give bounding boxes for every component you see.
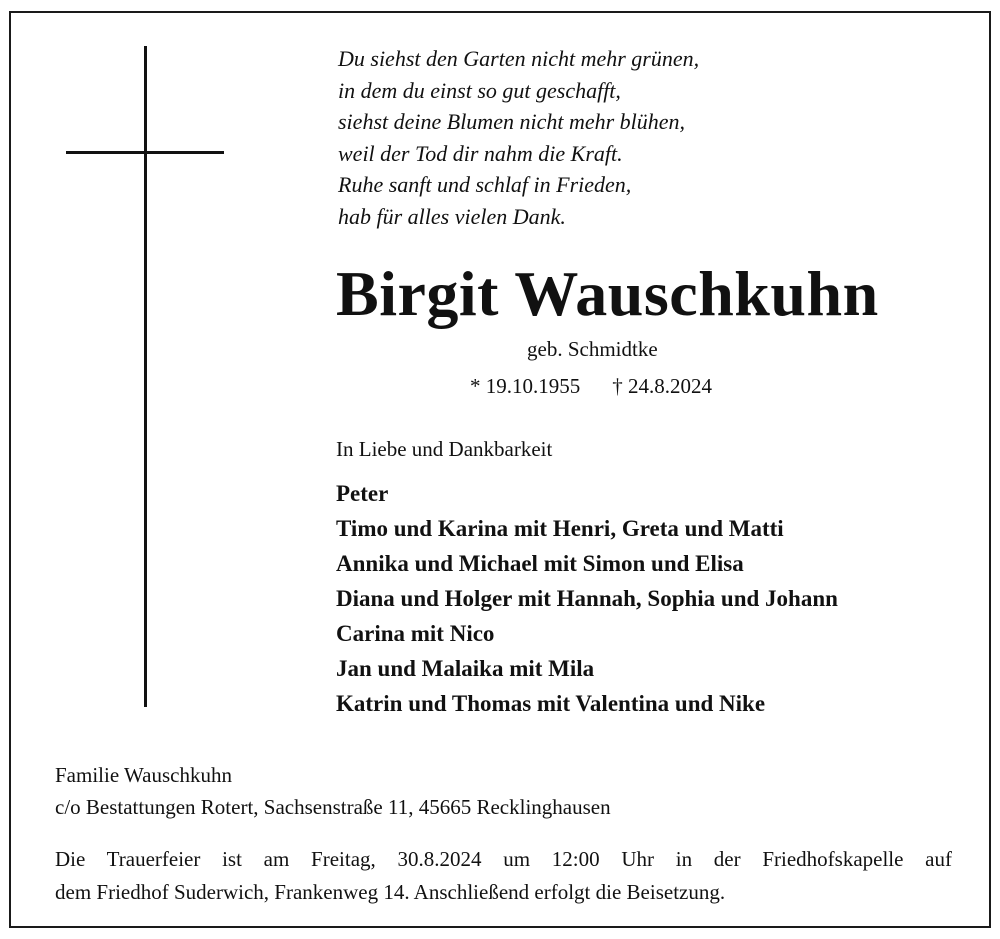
funeral-line: Die Trauerfeier ist am Freitag, 30.8.2024 um 12:00 Uhr in der Friedhofskapelle auf [55,847,952,871]
mourner-line: Carina mit Nico [336,621,495,646]
poem-line: Du siehst den Garten nicht mehr grünen, [338,46,700,71]
mourner-line: Timo und Karina mit Henri, Greta und Matti [336,516,784,541]
contact-block [55,759,611,823]
funeral-line: dem Friedhof Suderwich, Frankenweg 14. Anschließend erfolgt die Beisetzung. [55,880,726,904]
cross-icon [144,46,147,707]
mourner-line: Jan und Malaika mit Mila [336,656,595,681]
mourner-line: Annika und Michael mit Simon und Elisa [336,551,744,576]
poem-line: weil der Tod dir nahm die Kraft. [338,140,623,166]
mourner-line: Katrin und Thomas mit Valentina und Nike [336,691,766,716]
mourners-list [336,476,838,721]
mourner-line: Diana und Holger mit Hannah, Sophia und Johann [336,586,838,611]
poem [338,43,699,232]
life-dates [470,374,712,399]
cross-icon-bar [66,151,224,154]
family-name: Familie Wauschkuhn [55,763,232,787]
dedication: In Liebe und Dankbarkeit [336,437,553,461]
funeral-info [55,843,952,909]
birth-date: * 19.10.1955 [470,374,581,398]
maiden-name: geb. Schmidtke [527,337,658,361]
poem-line: siehst deine Blumen nicht mehr blühen, [338,109,686,134]
deceased-name: Birgit Wauschkuhn [336,258,879,329]
mourner-line: Peter [336,481,389,506]
poem-line: Ruhe sanft und schlaf in Frieden, [338,172,632,197]
death-date: † 24.8.2024 [612,374,712,398]
contact-address: c/o Bestattungen Rotert, Sachsenstraße 11, 45665 Recklinghausen [55,795,611,819]
poem-line: in dem du einst so gut geschafft, [338,77,621,103]
poem-line: hab für alles vielen Dank. [338,203,566,229]
